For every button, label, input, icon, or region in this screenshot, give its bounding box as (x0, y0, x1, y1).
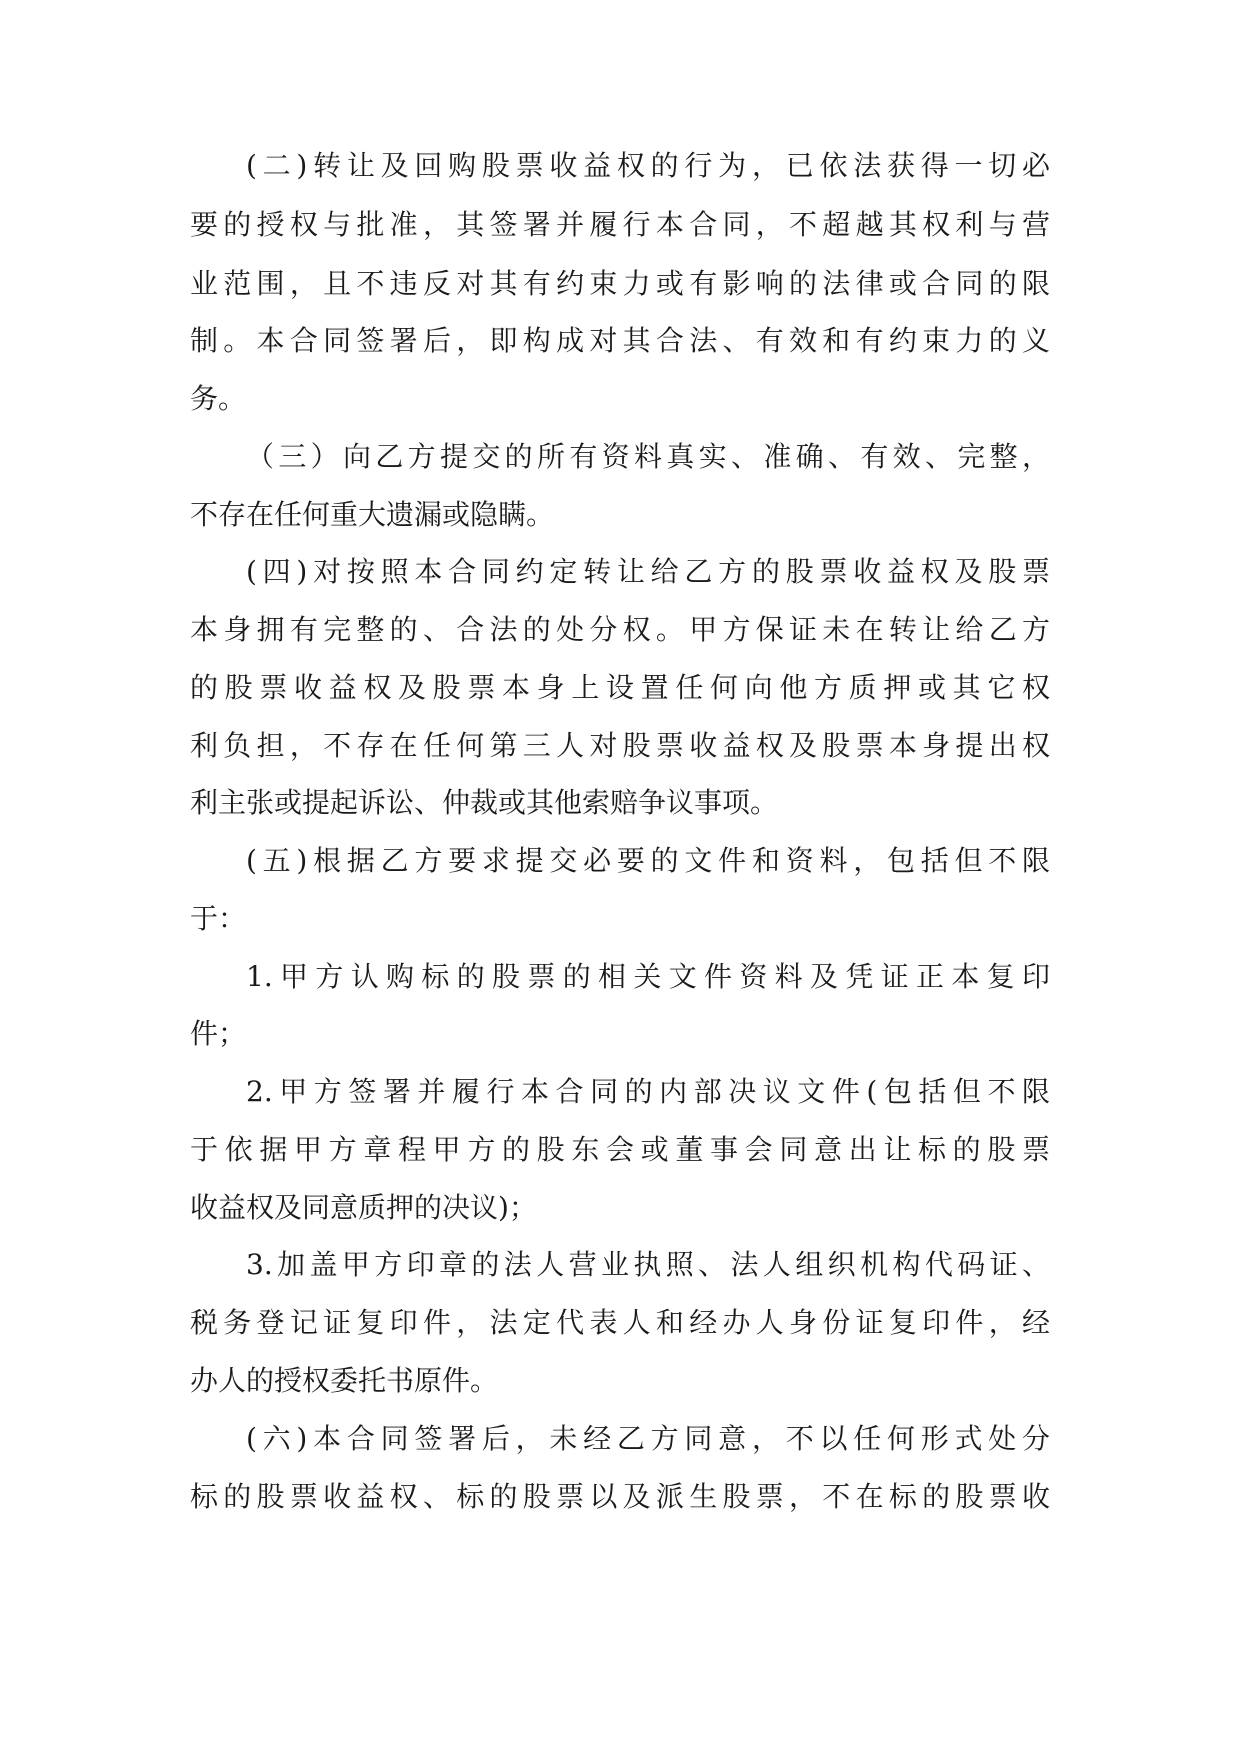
clause-4-line-3: 的股票收益权及股票本身上设置任何向他方质押或其它权 (190, 671, 1050, 704)
clause-4-line-4: 利负担，不存在任何第三人对股票收益权及股票本身提出权 (190, 729, 1050, 762)
item-1-line-2: 件； (190, 1017, 247, 1050)
clause-3-line-1: （三）向乙方提交的所有资料真实、准确、有效、完整， (246, 440, 1050, 473)
clause-2-line-5: 务。 (190, 382, 247, 415)
item-2-line-3: 收益权及同意质押的决议)； (190, 1191, 537, 1224)
clause-3-line-2: 不存在任何重大遗漏或隐瞒。 (190, 498, 555, 531)
item-3-line-1: 3.加盖甲方印章的法人营业执照、法人组织机构代码证、 (246, 1248, 1050, 1281)
item-2-line-2: 于依据甲方章程甲方的股东会或董事会同意出让标的股票 (190, 1133, 1050, 1166)
clause-2-line-1: (二)转让及回购股票收益权的行为，已依法获得一切必 (246, 149, 1050, 182)
clause-4-line-5: 利主张或提起诉讼、仲裁或其他索赔争议事项。 (190, 786, 779, 819)
item-2-line-1: 2.甲方签署并履行本合同的内部决议文件(包括但不限 (246, 1075, 1050, 1108)
clause-2-line-4: 制。本合同签署后，即构成对其合法、有效和有约束力的义 (190, 324, 1050, 357)
clause-4-line-1: (四)对按照本合同约定转让给乙方的股票收益权及股票 (246, 555, 1050, 588)
item-3-line-2: 税务登记证复印件，法定代表人和经办人身份证复印件，经 (190, 1306, 1050, 1339)
item-3-line-3: 办人的授权委托书原件。 (190, 1364, 499, 1397)
clause-4-line-2: 本身拥有完整的、合法的处分权。甲方保证未在转让给乙方 (190, 613, 1050, 646)
clause-2-line-2: 要的授权与批准，其签署并履行本合同，不超越其权利与营 (190, 208, 1050, 241)
item-1-line-1: 1.甲方认购标的股票的相关文件资料及凭证正本复印 (246, 960, 1050, 993)
clause-5-line-1: (五)根据乙方要求提交必要的文件和资料，包括但不限 (246, 844, 1050, 877)
clause-2-line-3: 业范围，且不违反对其有约束力或有影响的法律或合同的限 (190, 267, 1050, 300)
clause-6-line-2: 标的股票收益权、标的股票以及派生股票，不在标的股票收 (190, 1480, 1050, 1513)
clause-6-line-1: (六)本合同签署后，未经乙方同意，不以任何形式处分 (246, 1422, 1050, 1455)
clause-5-line-2: 于： (190, 902, 247, 935)
